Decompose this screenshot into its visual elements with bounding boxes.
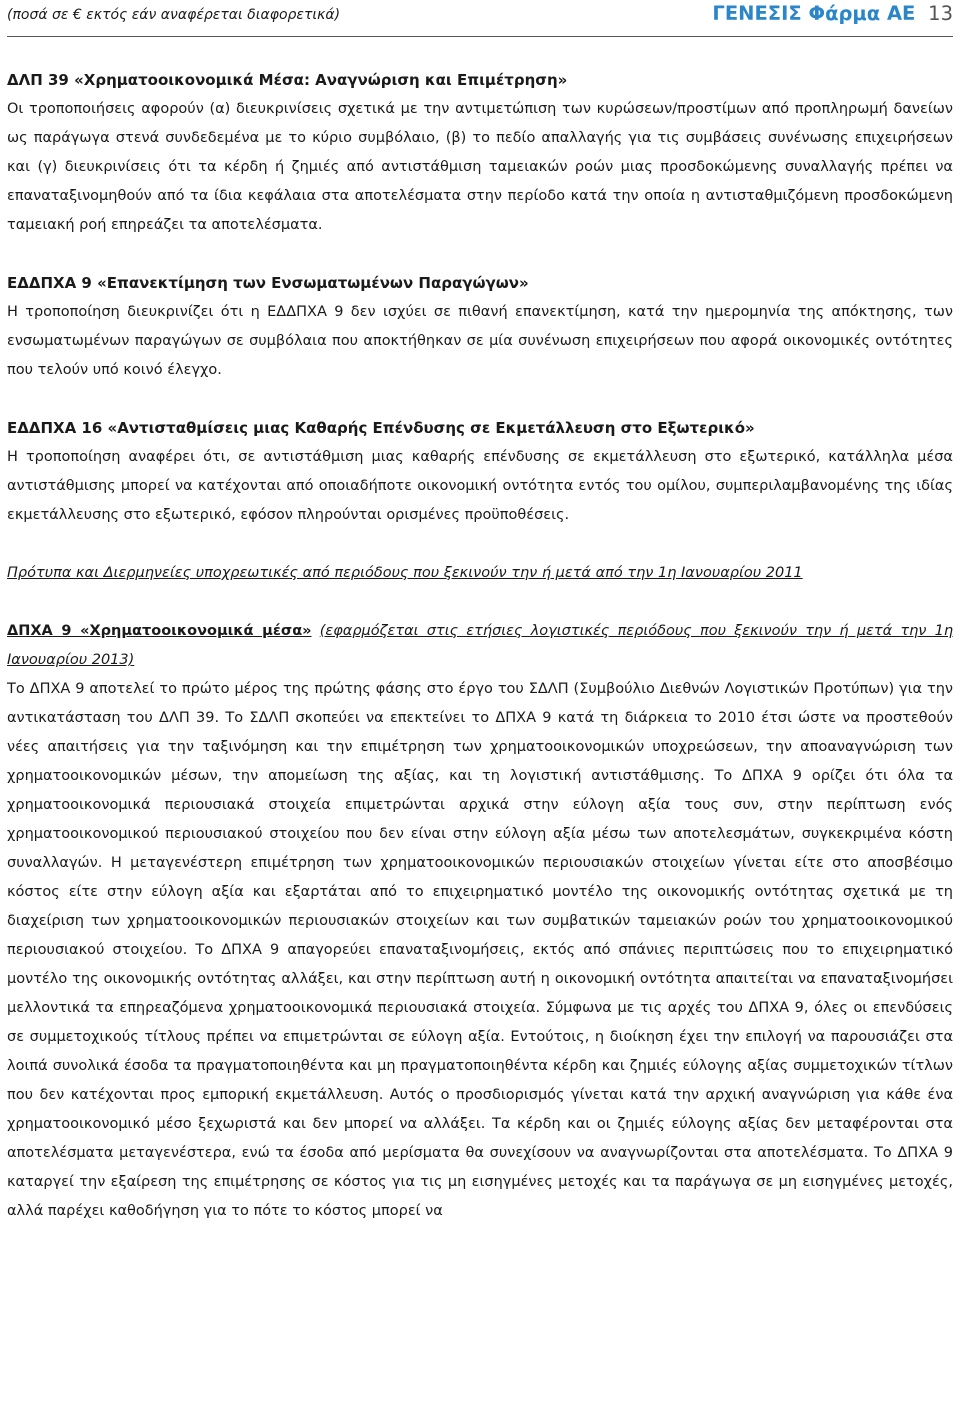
section-body: Η τροποποίηση αναφέρει ότι, σε αντιστάθμιση μιας καθαρής επένδυσης σε εκμετάλλευση στο εξωτερικό, κατάλληλα μέσα αντιστάθμισης μπορεί να κατέχονται από οποιαδήποτε οικονομική οντότητα εντός του ομίλου, συμπεριλαμβανομένης της ιδίας εκμετάλλευσης στο εξωτερικό, εφόσον πληρούνται ορισμένες προϋποθέσεις. bbox=[7, 449, 953, 523]
section-heading bbox=[7, 617, 953, 675]
page-header bbox=[7, 0, 953, 37]
section-edpxa9 bbox=[7, 269, 953, 385]
section-dpxa9 bbox=[7, 617, 953, 1226]
section-heading: ΔΛΠ 39 «Χρηματοοικονομικά Μέσα: Αναγνώριση και Επιμέτρηση» bbox=[7, 71, 568, 89]
heading-title: ΔΠΧΑ 9 «Χρηματοοικονομικά μέσα» bbox=[7, 623, 312, 639]
section-edpxa16 bbox=[7, 414, 953, 530]
section-body: Το ΔΠΧΑ 9 αποτελεί το πρώτο μέρος της πρώτης φάσης στο έργο του ΣΔΛΠ (Συμβούλιο Διεθνών Λογιστικών Προτύπων) για την αντικατάσταση του ΔΛΠ 39. Το ΣΔΛΠ σκοπεύει να επεκτείνει το ΔΠΧΑ 9 κατά τη διάρκεια το 2010 έτσι ώστε να προστεθούν νέες απαιτήσεις για την ταξινόμηση και την επιμέτρηση των χρηματοοικονομικών υποχρεώσεων, την αποαναγνώριση των χρηματοοικονομικών μέσων, την απομείωση της αξίας, και τη λογιστική αντιστάθμισης. Το ΔΠΧΑ 9 ορίζει ότι όλα τα χρηματοοικονομικά περιουσιακά στοιχεία επιμετρώνται αρχικά στην εύλογη αξία τους συν, στην περίπτωση ενός χρηματοοικονομικού περιουσιακού στοιχείου που δεν είναι στην εύλογη αξία μέσω των αποτελεσμάτων, συγκεκριμένα κόστη συναλλαγών. Η μεταγενέστερη επιμέτρηση των χρηματοοικονομικών περιουσιακών στοιχείων γίνεται είτε στο αποσβέσιμο κόστος είτε στην εύλογη αξία και εξαρτάται από το επιχειρηματικό μοντέλο της οικονομικής οντότητας σχετικά με τη διαχείριση των χρηματοοικονομικών περιουσιακών στοιχείων και των συμβατικών ταμειακών ροών του χρηματοοικονομικού περιουσιακού στοιχείου. Το ΔΠΧΑ 9 απαγορεύει επαναταξινομήσεις, εκτός από σπάνιες περιπτώσεις που το επιχειρηματικό μοντέλο της οικονομικής οντότητας αλλάξει, και στην περίπτωση αυτή η οικονομική οντότητα απαιτείται να επαναταξινομήσει μελλοντικά τα επηρεαζόμενα χρηματοοικονομικά περιουσιακά στοιχεία. Σύμφωνα με τις αρχές του ΔΠΧΑ 9, όλες οι επενδύσεις σε συμμετοχικούς τίτλους πρέπει να επιμετρώνται σε εύλογη αξία. Εντούτοις, η διοίκηση έχει την επιλογή να παρουσιάζει στα λοιπά συνολικά έσοδα τα πραγματοποιηθέντα και μη πραγματοποιηθέντα κέρδη και ζημιές εύλογης αξίας συμμετοχικών τίτλων που δεν κατέχονται προς εμπορική εκμετάλλευση. Αυτός ο προσδιορισμός γίνεται κατά την αρχική αναγνώριση για κάθε ένα χρηματοοικονομικό μέσο ξεχωριστά και δεν μπορεί να αλλάξει. Τα κέρδη και οι ζημιές εύλογης αξίας δεν μεταφέρονται στα αποτελέσματα μεταγενέστερα, ενώ τα έσοδα από μερίσματα θα συνεχίσουν να αναγνωρίζονται στα αποτελέσματα. Το ΔΠΧΑ 9 καταργεί την εξαίρεση της επιμέτρησης σε κόστος για τις μη εισηγμένες μετοχές και τα παράγωγα σε μη εισηγμένες μετοχές, αλλά παρέχει καθοδήγηση για το πότε το κόστος μπορεί να bbox=[7, 681, 953, 1219]
currency-note: (ποσά σε € εκτός εάν αναφέρεται διαφορετικά) bbox=[7, 7, 341, 23]
section-body: Η τροποποίηση διευκρινίζει ότι η ΕΔΔΠΧΑ 9 δεν ισχύει σε πιθανή επανεκτίμηση, κατά την ημερομηνία της απόκτησης, των ενσωματωμένων παραγώγων σε συμβόλαια που αποκτήθηκαν σε μία συνένωση επιχειρήσεων που αφορά οικονομικές οντότητες που τελούν υπό κοινό έλεγχο. bbox=[7, 304, 953, 378]
section-dlp39 bbox=[7, 66, 953, 240]
section-heading: ΕΔΔΠΧΑ 16 «Αντισταθμίσεις μιας Καθαρής Επένδυσης σε Εκμετάλλευση στο Εξωτερικό» bbox=[7, 419, 755, 437]
heading-note: (εφαρμόζεται στις ετήσιες λογιστικές περιόδους που ξεκινούν την ή μετά την 1η Ιανουαρίου 2013) bbox=[7, 623, 954, 668]
page-content bbox=[7, 66, 953, 1226]
company-name: ΓΕΝΕΣΙΣ Φάρμα ΑΕ bbox=[712, 2, 916, 25]
document-page bbox=[7, 0, 954, 1219]
header-right bbox=[712, 2, 953, 25]
page-number: 13 bbox=[928, 2, 953, 25]
section-mandatory-2011 bbox=[7, 559, 953, 588]
section-heading: Πρότυπα και Διερμηνείες υποχρεωτικές από περιόδους που ξεκινούν την ή μετά από την 1η Ιανουαρίου 2011 bbox=[7, 565, 803, 581]
section-body: Οι τροποποιήσεις αφορούν (α) διευκρινίσεις σχετικά με την αντιμετώπιση των κυρώσεων/προστίμων από προπληρωμή δανείων ως παράγωγα στενά συνδεδεμένα με το κύριο συμβόλαιο, (β) το πεδίο απαλλαγής για τις συμβάσεις συνένωσης επιχειρήσεων και (γ) διευκρινίσεις ότι τα κέρδη ή ζημιές από αντιστάθμιση ταμειακών ροών μιας προσδοκώμενης συναλλαγής πρέπει να επαναταξινομηθούν από τα ίδια κεφάλαια στα αποτελέσματα στην περίοδο κατά την οποία η αντισταθμιζόμενη προσδοκώμενη ταμειακή ροή επηρεάζει τα αποτελέσματα. bbox=[7, 101, 953, 233]
section-heading: ΕΔΔΠΧΑ 9 «Επανεκτίμηση των Ενσωματωμένων Παραγώγων» bbox=[7, 274, 529, 292]
